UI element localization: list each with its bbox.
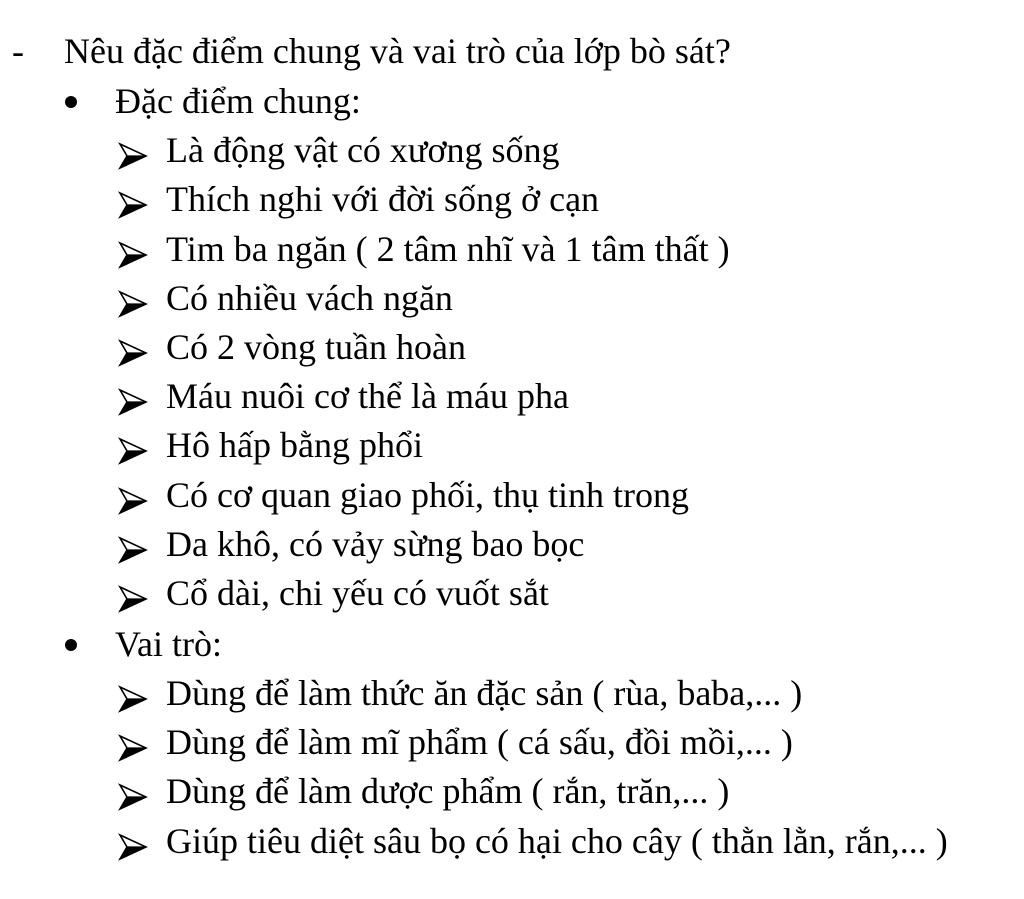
arrow-bullet-icon <box>118 334 148 362</box>
list-item: Có cơ quan giao phối, thụ tinh trong <box>166 474 689 515</box>
bullet-dot-icon <box>65 96 77 108</box>
list-item: Da khô, có vảy sừng bao bọc <box>166 523 585 564</box>
arrow-bullet-icon <box>118 778 148 806</box>
arrow-bullet-icon <box>118 432 148 460</box>
arrow-bullet-icon <box>118 186 148 214</box>
list-item: Hô hấp bằng phổi <box>166 425 423 466</box>
arrow-bullet-icon <box>118 531 148 559</box>
list-item: Dùng để làm thức ăn đặc sản ( rùa, baba,... ) <box>166 672 803 713</box>
arrow-bullet-icon <box>118 482 148 510</box>
arrow-bullet-icon <box>118 137 148 165</box>
arrow-bullet-icon <box>118 680 148 708</box>
section-heading: Đặc điểm chung: <box>115 81 361 121</box>
arrow-bullet-icon <box>118 580 148 608</box>
arrow-bullet-icon <box>118 729 148 757</box>
list-item: Có nhiều vách ngăn <box>166 277 453 318</box>
list-item: Giúp tiêu diệt sâu bọ có hại cho cây ( thằn lằn, rắn,... ) <box>166 820 948 861</box>
list-item: Máu nuôi cơ thể là máu pha <box>166 376 569 417</box>
list-item: Dùng để làm mĩ phẩm ( cá sấu, đồi mồi,... ) <box>166 722 793 763</box>
arrow-bullet-icon <box>118 236 148 264</box>
arrow-bullet-icon <box>118 383 148 411</box>
list-item: Tim ba ngăn ( 2 tâm nhĩ và 1 tâm thất ) <box>166 228 730 269</box>
list-item: Là động vật có xương sống <box>166 130 560 171</box>
list-item: Dùng để làm dược phẩm ( rắn, trăn,... ) <box>166 771 730 812</box>
section-heading: Vai trò: <box>115 623 222 664</box>
list-item: Có 2 vòng tuần hoàn <box>166 327 466 367</box>
list-item: Cổ dài, chi yếu có vuốt sắt <box>166 573 549 613</box>
list-item: Thích nghi với đời sống ở cạn <box>166 179 600 220</box>
arrow-bullet-icon <box>118 285 148 313</box>
bullet-dot-icon <box>65 639 77 651</box>
dash-marker: - <box>12 31 24 71</box>
question-heading: Nêu đặc điểm chung và vai trò của lớp bò sát? <box>64 31 731 71</box>
arrow-bullet-icon <box>118 828 148 856</box>
